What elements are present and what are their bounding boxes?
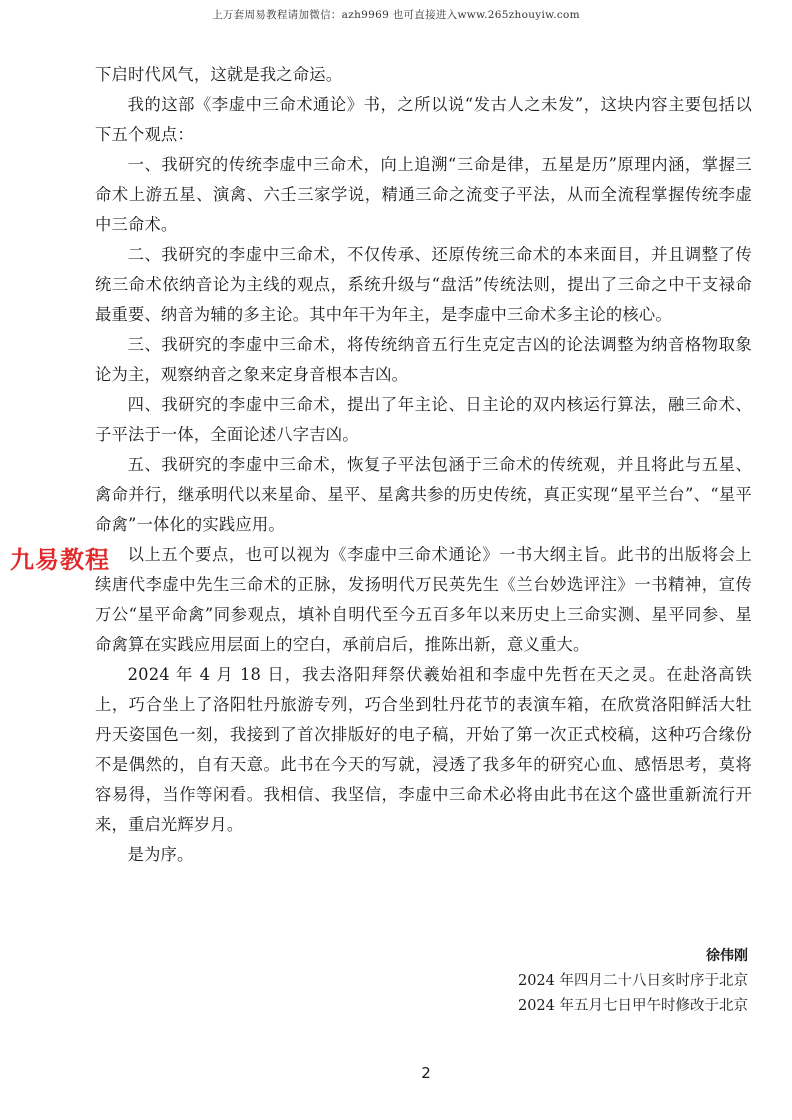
preface-body (95, 60, 752, 870)
paragraph-point-5: 五、我研究的李虚中三命术，恢复子平法包涵于三命术的传统观，并且将此与五星、禽命并行，继承明代以来星命、星平、星禽共参的历史传统，真正实现“星平兰台”、“星平命禽”一体化的实践应用。 (95, 455, 752, 534)
paragraph-anecdote: 2024 年 4 月 18 日，我去洛阳拜祭伏羲始祖和李虚中先哲在天之灵。在赴洛高铁上，巧合坐上了洛阳牡丹旅游专列，巧合坐到牡丹花节的表演车箱，在欣赏洛阳鲜活大牡丹天姿国色一刻，我接到了首次排版好的电子稿，开始了第一次正式校稿，这种巧合缘份不是偶然的，自有天意。此书在今天的写就，浸透了我多年的研究心血、感悟思考，莫将容易得，当作等闲看。我相信、我坚信，李虚中三命术必将由此书在这个盛世重新流行开来，重启光辉岁月。 (95, 665, 752, 834)
signature-date-1: 2024 年四月二十八日亥时序于北京 (517, 973, 748, 989)
signature-date-2: 2024 年五月七日甲午时修改于北京 (517, 998, 748, 1014)
paragraph-point-2: 二、我研究的李虚中三命术，不仅传承、还原传统三命术的本来面目，并且调整了传统三命术依纳音论为主线的观点，系统升级与“盘活”传统法则，提出了三命之中干支禄命最重要、纳音为辅的多主论。其中年干为年主，是李虚中三命术多主论的核心。 (95, 245, 752, 324)
paragraph-point-1: 一、我研究的传统李虚中三命术，向上追溯“三命是律，五星是历”原理内涵，掌握三命术上游五星、演禽、六壬三家学说，精通三命之流变子平法，从而全流程掌握传统李虚中三命术。 (95, 155, 752, 234)
paragraph-summary: 以上五个要点，也可以视为《李虚中三命术通论》一书大纲主旨。此书的出版将会上续唐代李虚中先生三命术的正脉，发扬明代万民英先生《兰台妙选评注》一书精神，宣传万公“星平命禽”同参观点，填补自明代至今五百多年以来历史上三命实测、星平同参、星命禽算在实践应用层面上的空白，承前启后，推陈出新，意义重大。 (95, 545, 752, 654)
signature-block (518, 944, 748, 1019)
paragraph-point-3: 三、我研究的李虚中三命术，将传统纳音五行生克定吉凶的论法调整为纳音格物取象论为主，观察纳音之象来定身音根本吉凶。 (95, 335, 752, 384)
page-header: 上万套周易教程请加微信：azh9969 也可直接进入www.265zhouyiw.com (212, 9, 580, 21)
paragraph-intro: 我的这部《李虚中三命术通论》书，之所以说“发古人之未发”，这块内容主要包括以下五个观点： (95, 95, 752, 144)
page-number: 2 (421, 1064, 431, 1082)
watermark-stamp: 九易教程 (10, 546, 110, 574)
paragraph-closing: 是为序。 (127, 845, 194, 864)
author-name: 徐伟刚 (706, 948, 748, 964)
paragraph-point-4: 四、我研究的李虚中三命术，提出了年主论、日主论的双内核运行算法，融三命术、子平法于一体，全面论述八字吉凶。 (95, 395, 752, 444)
paragraph-continuation: 下启时代风气，这就是我之命运。 (95, 65, 343, 84)
